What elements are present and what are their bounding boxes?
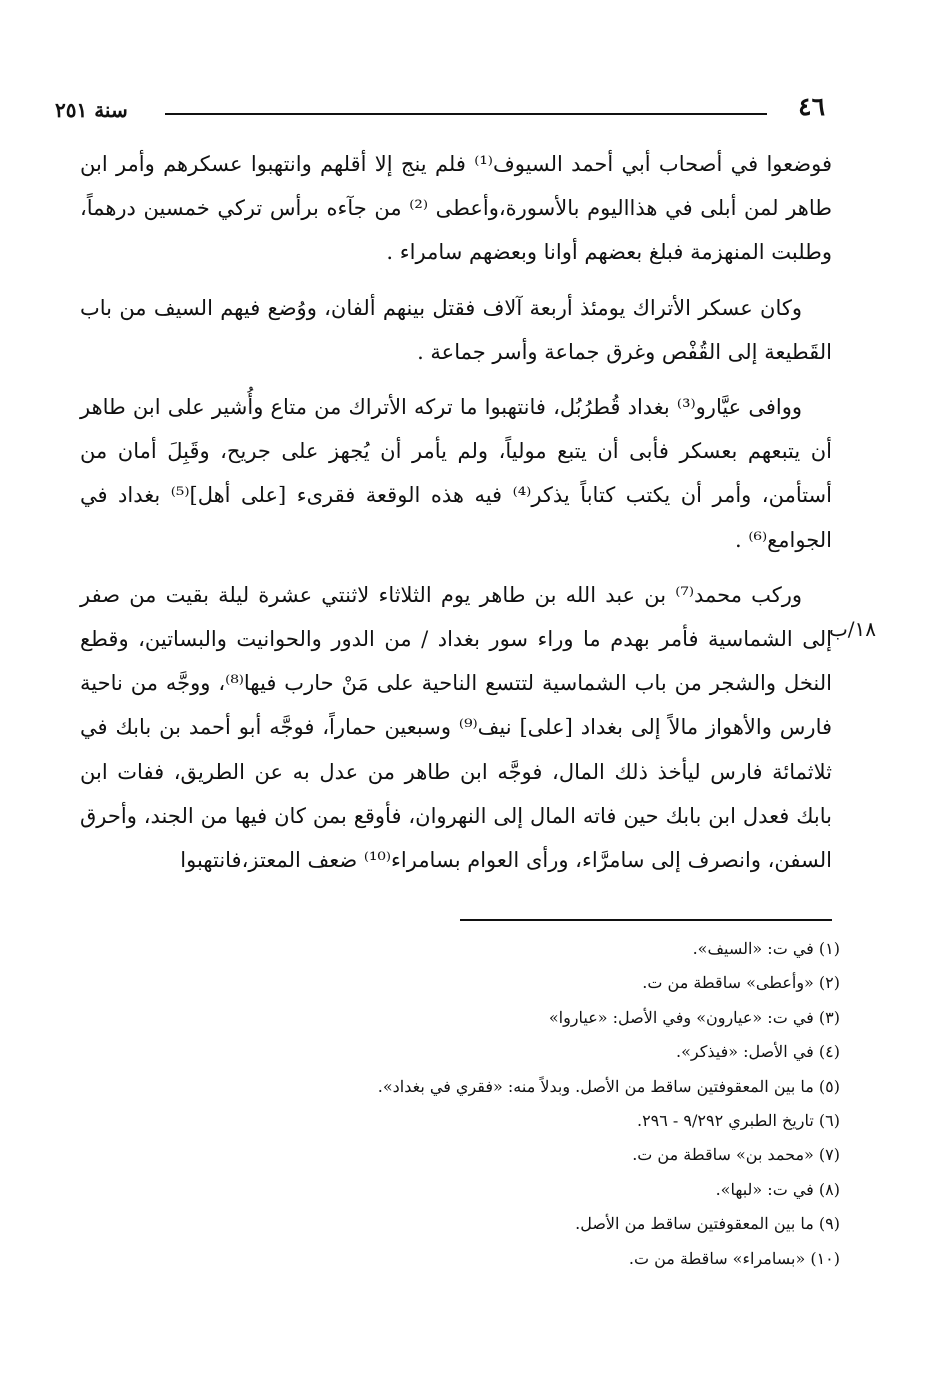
footnote-8: (٨) في ت: «لبها». <box>715 1179 840 1199</box>
paragraph-2: وكان عسكر الأتراك يومئذ أربعة آلاف فقتل بينهم ألفان، ووُضع فيهم السيف من باب القَطيعة إلى القُفْص وغرق جماعة وأسر جماعة . <box>80 295 832 364</box>
paragraph-3: ووافى عيَّارو⁽³⁾ بغداد قُطرُبُل، فانتهبوا ما تركه الأتراك من متاع وأُشير على ابن طاهر أن يتبعهم بعسكر فأبى أن يتبع مولياً، ولم يأمر أن يُجهز على جريح، وقَبِلَ أمان من أستأمن، وأمر أن يكتب كتاباً يذكر⁽⁴⁾ فيه هذه الوقعة فقرىء [على أهل]⁽⁵⁾ بغداد في الجوامع⁽⁶⁾ . <box>80 395 832 552</box>
footnotes <box>300 932 840 1276</box>
paragraph-4: وركب محمد⁽⁷⁾ بن عبد الله بن طاهر يوم الثلاثاء لاثنتي عشرة ليلة بقيت من صفر إلى الشماسية فأمر بهدم ما وراء سور بغداد / من الدور والحوانيت والبساتين، وقطع النخل والشجر من باب الشماسية لتتسع الناحية على مَنْ حارب فيها⁽⁸⁾، ووجَّه من ناحية فارس والأهواز مالاً إلى بغداد [على] نيف⁽⁹⁾ وسبعين حماراً، فوجَّه أبو أحمد بن بابك في ثلاثمائة فارس ليأخذ ذلك المال، فوجَّه ابن طاهر من عدل به عن الطريق، ففات ابن بابك فعدل ابن بابك حين فاته المال إلى النهروان، فأوقع بمن كان فيها من الجند، وأحرق السفن، وانصرف إلى سامرَّاء، ورأى العوام بسامراء⁽¹⁰⁾ ضعف المعتز،فانتهبوا <box>80 582 833 873</box>
footnote-7: (٧) «محمد بن» ساقطة من ت. <box>632 1145 840 1165</box>
running-head-year: سنة ٢٥١ <box>55 98 128 122</box>
footnote-rule <box>460 919 832 921</box>
footnote-6: (٦) تاريخ الطبري ٩/٢٩٢ - ٢٩٦. <box>636 1111 840 1131</box>
footnote-1: (١) في ت: «السيف». <box>692 939 840 958</box>
footnote-4: (٤) في الأصل: «فيذكر». <box>676 1042 840 1062</box>
page-header <box>55 92 825 128</box>
footnote-2: (٢) «وأعطى» ساقطة من ت. <box>642 973 840 993</box>
manuscript-folio-marker: ١٨/ب <box>828 616 876 641</box>
main-text <box>80 142 876 882</box>
footnote-3: (٣) في ت: «عيارون» وفي الأصل: «عياروا» <box>548 1007 840 1027</box>
footnote-5: (٥) ما بين المعقوفتين ساقط من الأصل. وبدلاً منه: «فقري في بغداد». <box>377 1076 840 1096</box>
footnote-10: (١٠) «بسامراء» ساقطة من ت. <box>628 1248 840 1268</box>
footnote-9: (٩) ما بين المعقوفتين ساقط من الأصل. <box>575 1214 840 1234</box>
header-rule <box>165 113 767 115</box>
paragraph-1: فوضعوا في أصحاب أبي أحمد السيوف⁽¹⁾ فلم ينج إلا أقلهم وانتهبوا عسكرهم وأمر ابن طاهر لمن أبلى في هذااليوم بالأسورة،وأعطى ⁽²⁾ من جآءه برأس تركي خمسين درهماً، وطلبت المنهزمة فبلغ بعضهم أوانا وبعضهم سامراء . <box>80 152 832 265</box>
page-number: ٤٦ <box>798 92 825 121</box>
